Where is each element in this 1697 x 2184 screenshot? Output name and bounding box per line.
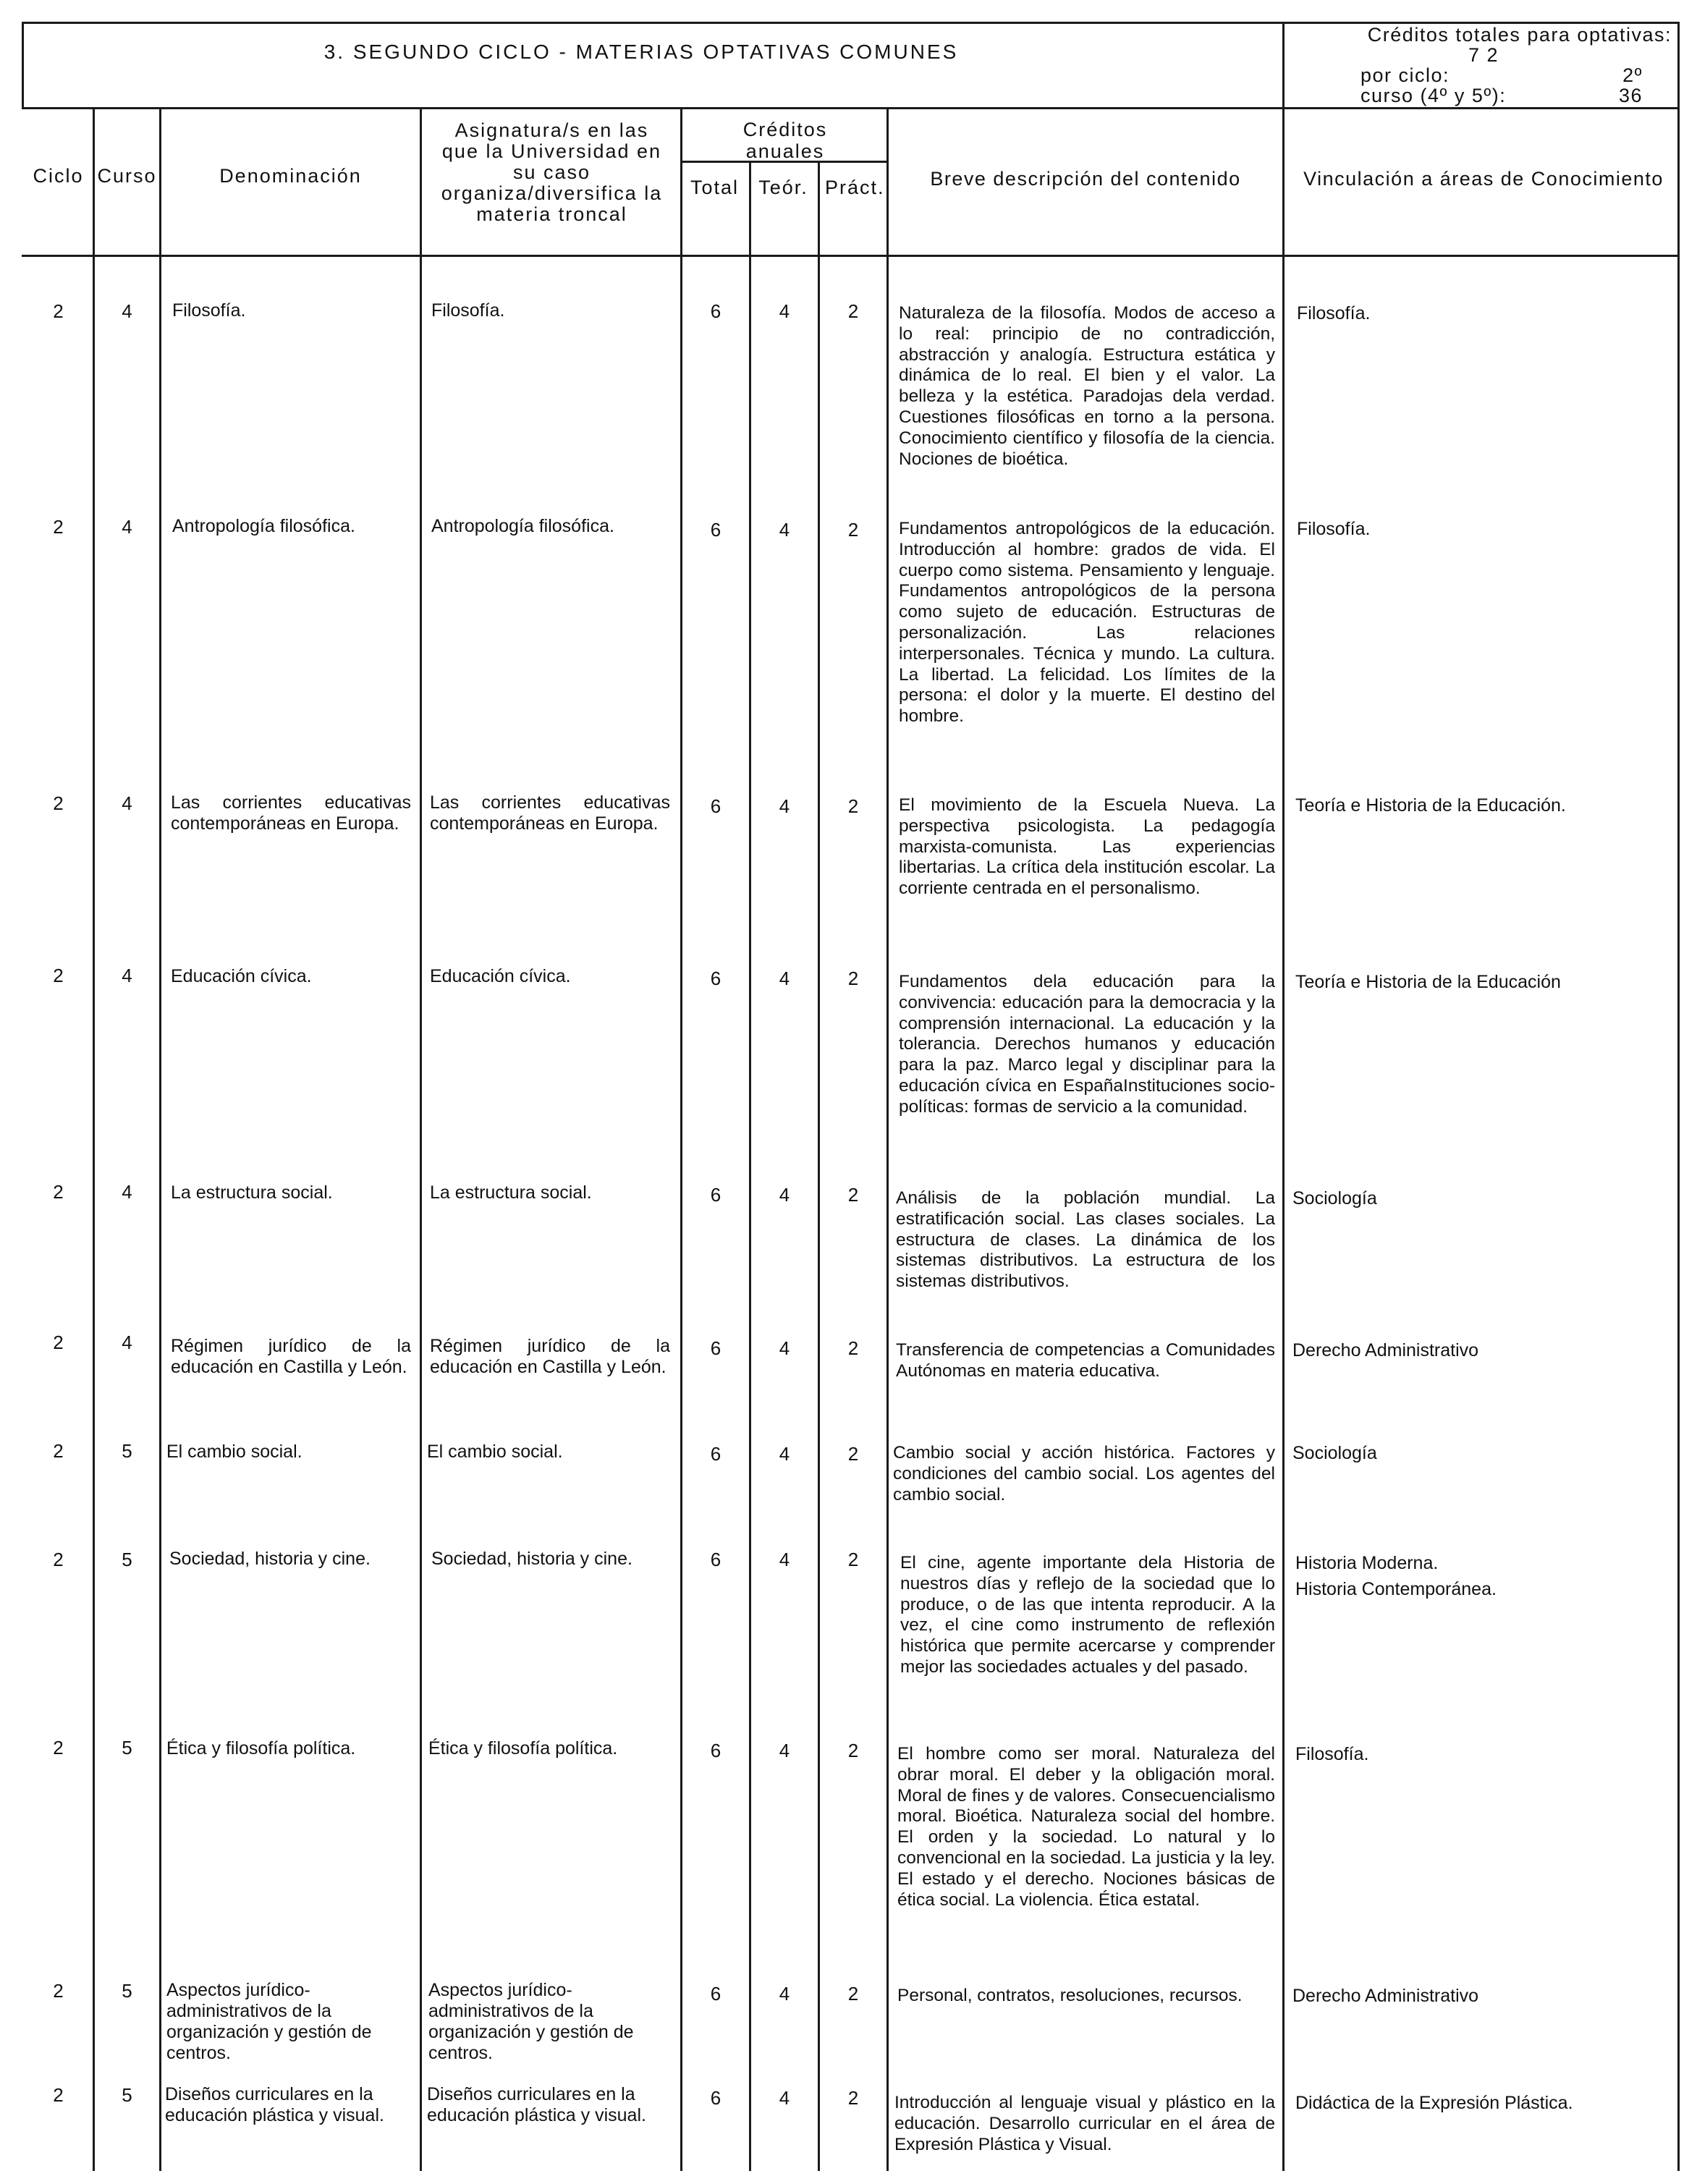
cell-asignatura: Antropología filosófica.	[431, 516, 614, 536]
cell-teoricos: 4	[779, 1184, 790, 1206]
table-row	[0, 1980, 1697, 2063]
cell-denominacion: Educación cívica.	[171, 966, 312, 986]
cell-practicos: 2	[847, 2087, 859, 2109]
cell-practicos: 2	[847, 1337, 859, 1359]
cell-denominacion: Filosofía.	[172, 300, 246, 321]
cell-total: 6	[710, 1740, 721, 1761]
cell-curso: 4	[122, 965, 132, 986]
cell-total: 6	[710, 1549, 721, 1570]
cell-curso: 5	[122, 1549, 132, 1570]
per-cycle-value: 2º	[1622, 64, 1643, 86]
cell-total: 6	[710, 795, 721, 817]
cell-vinculacion: Filosofía.	[1295, 1744, 1369, 1764]
table-row	[0, 1549, 1697, 1708]
cell-ciclo: 2	[53, 1980, 64, 2002]
table-row	[0, 516, 1697, 776]
cell-teoricos: 4	[779, 300, 790, 322]
cell-vinculacion: Didáctica de la Expresión Plástica.	[1295, 2093, 1573, 2113]
table-row	[0, 300, 1697, 517]
cell-total: 6	[710, 968, 721, 989]
cell-teoricos: 4	[779, 2087, 790, 2109]
cell-vinculacion: Sociología	[1292, 1443, 1377, 1463]
per-course-row	[1295, 85, 1672, 106]
per-course-label: curso (4º y 5º):	[1360, 85, 1507, 106]
per-cycle-label: por ciclo:	[1360, 64, 1450, 86]
cell-teoricos: 4	[779, 1740, 790, 1761]
section-title: 3. SEGUNDO CICLO - MATERIAS OPTATIVAS COMUNES	[323, 41, 959, 63]
col-header-ciclo: Ciclo	[33, 165, 84, 187]
cell-asignatura: Aspectos jurídico-administrativos de la organización y gestión de centros.	[428, 1980, 634, 2063]
cell-practicos: 2	[847, 1740, 859, 1761]
cell-vinculacion: Teoría e Historia de la Educación.	[1295, 795, 1566, 816]
cell-vinculacion: Historia Moderna.	[1295, 1553, 1439, 1573]
table-row	[0, 1440, 1697, 1512]
cell-teoricos: 4	[779, 968, 790, 989]
cell-asignatura: Ética y filosofía política.	[428, 1738, 618, 1758]
cell-curso: 5	[122, 1980, 132, 2002]
cell-total: 6	[710, 2087, 721, 2109]
cell-vinculacion: Derecho Administrativo	[1292, 1986, 1479, 2006]
table-row	[0, 792, 1697, 952]
cell-asignatura: Régimen jurídico de la educación en Castilla y León.	[430, 1336, 670, 1377]
cell-descripcion: Naturaleza de la filosofía. Modos de acceso a lo real: principio de no contradicción, abstracción y analogía. Estructura estática y dinámica de lo real. El bien y el valor. La belleza y la estética. Paradojas dela verdad. Cuestiones filosóficas en torno a la persona. Conocimiento científico y filosofía de la ciencia. Nociones de bioética.	[899, 303, 1275, 469]
cell-denominacion: Sociedad, historia y cine.	[169, 1549, 371, 1569]
cell-practicos: 2	[847, 1184, 859, 1206]
cell-descripcion: Fundamentos dela educación para la convivencia: educación para la democracia y la comprensión internacional. La educación y la tolerancia. Derechos humanos y educación para la paz. Marco legal y disciplinar para la educación cívica en EspañaInstituciones socio-políticas: formas de servicio a la comunidad.	[899, 972, 1275, 1117]
cell-practicos: 2	[847, 1549, 859, 1570]
cell-ciclo: 2	[53, 1332, 64, 1353]
title-bottom-border	[22, 107, 1679, 109]
cell-descripcion: El hombre como ser moral. Naturaleza del obrar moral. El deber y la obligación moral. Moral de fines y de valores. Consecuencialismo moral. Bioética. Naturaleza social del hombre. El orden y la sociedad. Lo natural y lo convencional en la sociedad. La justicia y la ley. El estado y el derecho. Nociones básicas de ética social. La violencia. Ética estatal.	[897, 1744, 1275, 1910]
cell-ciclo: 2	[53, 516, 64, 538]
cell-denominacion: Aspectos jurídico-administrativos de la organización y gestión de centros.	[166, 1980, 372, 2063]
cell-asignatura: Sociedad, historia y cine.	[431, 1549, 632, 1569]
cell-practicos: 2	[847, 519, 859, 541]
credits-box	[1295, 25, 1672, 106]
table-row	[0, 1737, 1697, 1954]
cell-asignatura: La estructura social.	[430, 1182, 592, 1203]
cell-denominacion: Régimen jurídico de la educación en Castilla y León.	[171, 1336, 411, 1377]
cell-ciclo: 2	[53, 1549, 64, 1570]
cell-descripcion: Fundamentos antropológicos de la educación. Introducción al hombre: grados de vida. El cuerpo como sistema. Pensamiento y lenguaje. Fundamentos antropológicos de la persona como sujeto de educación. Estructuras de personalización. Las relaciones interpersonales. Técnica y mundo. La cultura. La libertad. La felicidad. Los límites de la persona: el dolor y la muerte. El destino del hombre.	[899, 519, 1275, 727]
cell-denominacion: Antropología filosófica.	[172, 516, 355, 536]
cell-vinculacion: Filosofía.	[1297, 519, 1371, 539]
table-row	[0, 2084, 1697, 2164]
cell-asignatura: Diseños curriculares en la educación plástica y visual.	[427, 2084, 646, 2125]
cell-curso: 5	[122, 2084, 132, 2106]
col-header-asignatura: Asignatura/s en las que la Universidad en su caso organiza/diversifica la materia troncal	[441, 119, 663, 225]
cell-teoricos: 4	[779, 795, 790, 817]
cell-curso: 5	[122, 1737, 132, 1758]
cell-practicos: 2	[847, 968, 859, 989]
cell-asignatura: Las corrientes educativas contemporáneas en Europa.	[430, 792, 670, 834]
cell-descripcion: El movimiento de la Escuela Nueva. La perspectiva psicologista. La pedagogía marxista-comunista. Las experiencias libertarias. La crítica dela institución escolar. La corriente centrada en el personalismo.	[899, 795, 1275, 899]
cell-curso: 4	[122, 516, 132, 538]
cell-practicos: 2	[847, 300, 859, 322]
cell-teoricos: 4	[779, 519, 790, 541]
col-header-curso: Curso	[97, 165, 157, 187]
table-row	[0, 1332, 1697, 1418]
cell-curso: 4	[122, 1181, 132, 1203]
cell-ciclo: 2	[53, 1737, 64, 1758]
cell-vinculacion: Sociología	[1292, 1188, 1377, 1209]
per-course-value: 36	[1618, 85, 1643, 106]
cell-total: 6	[710, 1337, 721, 1359]
cell-ciclo: 2	[53, 300, 64, 322]
cell-total: 6	[710, 519, 721, 541]
cell-denominacion: Las corrientes educativas contemporáneas en Europa.	[171, 792, 411, 834]
cell-vinculacion: Derecho Administrativo	[1292, 1340, 1479, 1360]
cell-denominacion: El cambio social.	[166, 1442, 302, 1462]
cell-ciclo: 2	[53, 2084, 64, 2106]
cell-total: 6	[710, 1443, 721, 1465]
cell-asignatura: Filosofía.	[431, 300, 505, 321]
col-header-descripcion: Breve descripción del contenido	[930, 168, 1241, 190]
table-row	[0, 1181, 1697, 1311]
cell-teoricos: 4	[779, 1443, 790, 1465]
col-header-teoricos: Teór.	[758, 177, 808, 198]
cell-descripcion: El cine, agente importante dela Historia de nuestros días y reflejo de la sociedad que lo produce, o de las que intenta reproducir. A la vez, el cine como instrumento de reflexión histórica que permite acercarse y comprender mejor las sociedades actuales y del pasado.	[900, 1553, 1275, 1677]
cell-ciclo: 2	[53, 965, 64, 986]
left-border-title	[22, 22, 24, 109]
col-header-denominacion: Denominación	[219, 165, 362, 187]
cell-vinculacion: Filosofía.	[1297, 303, 1371, 323]
col-header-practicos: Práct.	[825, 177, 885, 198]
cell-vinculacion: Teoría e Historia de la Educación	[1295, 972, 1561, 992]
cell-teoricos: 4	[779, 1983, 790, 2005]
cell-teoricos: 4	[779, 1337, 790, 1359]
cell-ciclo: 2	[53, 1440, 64, 1462]
cell-curso: 4	[122, 792, 132, 814]
cell-practicos: 2	[847, 1443, 859, 1465]
cell-descripcion: Análisis de la población mundial. La estratificación social. Las clases sociales. La estructura de clases. La dinámica de los sistemas distributivos. La estructura de los sistemas distributivos.	[896, 1188, 1275, 1292]
cell-total: 6	[710, 1983, 721, 2005]
credits-total: 7 2	[1468, 44, 1499, 66]
cell-curso: 4	[122, 300, 132, 322]
col-header-creditos: Créditos anuales	[742, 119, 828, 162]
cell-practicos: 2	[847, 795, 859, 817]
cell-teoricos: 4	[779, 1549, 790, 1570]
cell-denominacion: Ética y filosofía política.	[166, 1738, 356, 1758]
col-header-total: Total	[690, 177, 740, 198]
cell-ciclo: 2	[53, 792, 64, 814]
cell-ciclo: 2	[53, 1181, 64, 1203]
cell-descripcion: Personal, contratos, resoluciones, recursos.	[897, 1986, 1243, 2005]
per-cycle-row	[1295, 65, 1672, 85]
cell-practicos: 2	[847, 1983, 859, 2005]
credits-line1: Créditos totales para optativas:	[1367, 24, 1672, 46]
table-row	[0, 965, 1697, 1167]
cell-total: 6	[710, 300, 721, 322]
cell-denominacion: La estructura social.	[171, 1182, 333, 1203]
cell-descripcion: Introducción al lenguaje visual y plástico en la educación. Desarrollo curricular en el área de Expresión Plástica y Visual.	[894, 2093, 1275, 2154]
cell-total: 6	[710, 1184, 721, 1206]
cell-curso: 5	[122, 1440, 132, 1462]
cell-denominacion: Diseños curriculares en la educación plástica y visual.	[165, 2084, 384, 2125]
cell-descripcion: Cambio social y acción histórica. Factores y condiciones del cambio social. Los agentes del cambio social.	[893, 1443, 1275, 1504]
col-header-vinculacion: Vinculación a áreas de Conocimiento	[1303, 168, 1664, 190]
cell-vinculacion-2: Historia Contemporánea.	[1295, 1579, 1497, 1599]
cell-descripcion: Transferencia de competencias a Comunidades Autónomas en materia educativa.	[896, 1340, 1275, 1381]
cell-asignatura: Educación cívica.	[430, 966, 571, 986]
cell-curso: 4	[122, 1332, 132, 1353]
header-bottom-border	[22, 255, 1679, 257]
cell-asignatura: El cambio social.	[427, 1442, 563, 1462]
